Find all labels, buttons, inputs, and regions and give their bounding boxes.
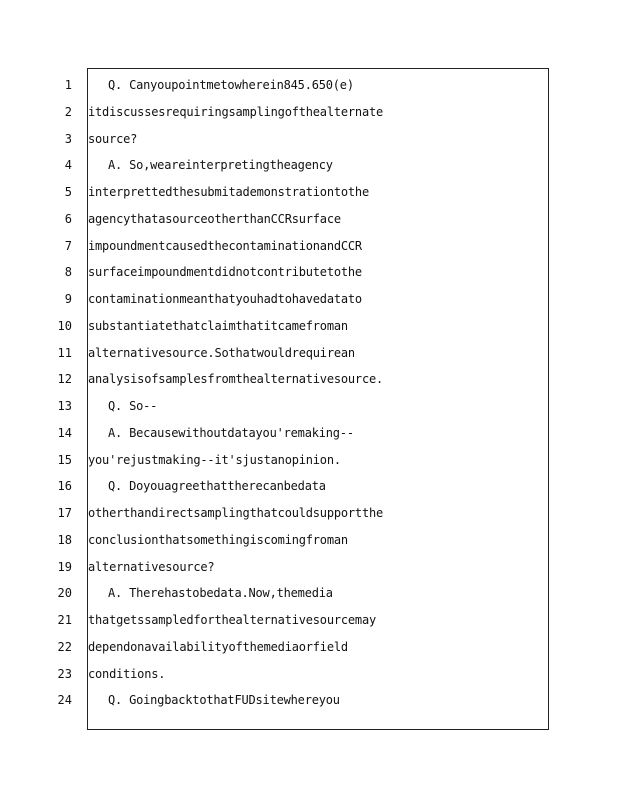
- transcript-line-text: Q. GoingbacktothatFUDsitewhereyou: [108, 693, 340, 707]
- line-number: 7: [64, 239, 72, 253]
- line-number: 10: [57, 319, 72, 333]
- line-number: 18: [57, 533, 72, 547]
- line-number: 13: [57, 399, 72, 413]
- line-number: 21: [57, 613, 72, 627]
- line-number: 22: [57, 640, 72, 654]
- transcript-line-text: impoundmentcausedthecontaminationandCCR: [88, 239, 362, 253]
- line-number: 9: [64, 292, 72, 306]
- line-number: 3: [64, 132, 72, 146]
- line-number: 23: [57, 667, 72, 681]
- transcript-line-text: conditions.: [88, 667, 166, 681]
- transcript-line-text: analysisofsamplesfromthealternativesource.: [88, 372, 384, 386]
- transcript-line-text: otherthandirectsamplingthatcouldsupportthe: [88, 506, 384, 520]
- transcript-line-text: Q. So--: [108, 399, 158, 413]
- line-number: 8: [64, 265, 72, 279]
- line-number: 15: [57, 453, 72, 467]
- transcript-line-text: substantiatethatclaimthatitcamefroman: [88, 319, 348, 333]
- transcript-line-text: source?: [88, 132, 138, 146]
- transcript-line-text: Q. Canyoupointmetowherein845.650(e): [108, 78, 354, 92]
- transcript-line-text: surfaceimpoundmentdidnotcontributetothe: [88, 265, 362, 279]
- line-number: 2: [64, 105, 72, 119]
- line-number: 20: [57, 586, 72, 600]
- transcript-line-text: A. Becausewithoutdatayou'remaking--: [108, 426, 354, 440]
- line-number: 4: [64, 158, 72, 172]
- transcript-line-text: A. Therehastobedata.Now,themedia: [108, 586, 333, 600]
- transcript-line-text: agencythatasourceotherthanCCRsurface: [88, 212, 341, 226]
- line-number: 11: [57, 346, 72, 360]
- line-number: 24: [57, 693, 72, 707]
- transcript-line-text: interprettedthesubmitademonstrationtothe: [88, 185, 369, 199]
- transcript-line-text: alternativesource?: [88, 560, 215, 574]
- line-number: 19: [57, 560, 72, 574]
- transcript-line-text: you'rejustmaking--it'sjustanopinion.: [88, 453, 341, 467]
- line-number: 16: [57, 479, 72, 493]
- line-number: 17: [57, 506, 72, 520]
- transcript-line-text: dependonavailabilityofthemediaorfield: [88, 640, 348, 654]
- transcript-line-text: A. So,weareinterpretingtheagency: [108, 158, 333, 172]
- transcript-line-text: contaminationmeanthatyouhadtohavedatato: [88, 292, 362, 306]
- line-number: 6: [64, 212, 72, 226]
- transcript-line-text: thatgetssampledforthealternativesourcemay: [88, 613, 377, 627]
- transcript-line-text: conclusionthatsomethingiscomingfroman: [88, 533, 348, 547]
- transcript-line-text: itdiscussesrequiringsamplingofthealternate: [88, 105, 384, 119]
- line-number: 1: [64, 78, 72, 92]
- line-number: 5: [64, 185, 72, 199]
- line-number: 14: [57, 426, 72, 440]
- transcript-line-text: Q. Doyouagreethattherecanbedata: [108, 479, 326, 493]
- line-number: 12: [57, 372, 72, 386]
- transcript-line-text: alternativesource.Sothatwouldrequirean: [88, 346, 355, 360]
